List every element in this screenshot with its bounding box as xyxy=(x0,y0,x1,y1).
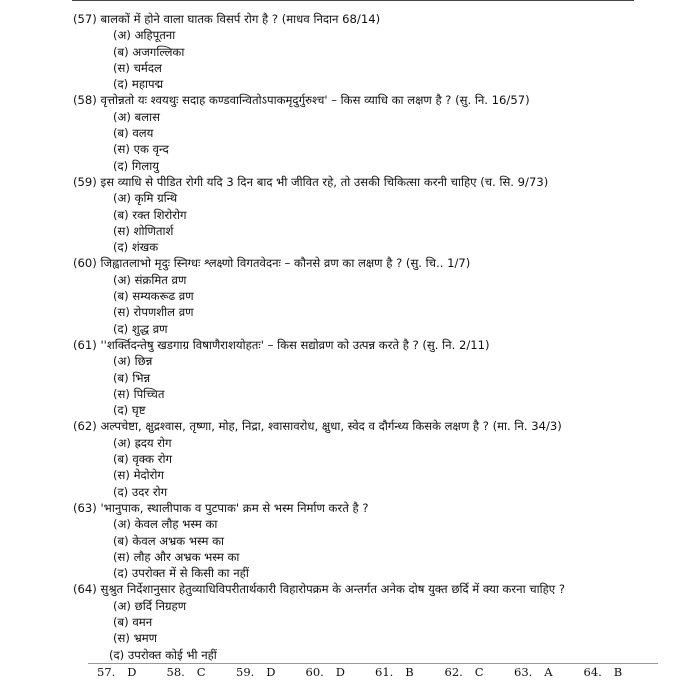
question-58 xyxy=(0,92,680,173)
option-c: (स) रोपणशील व्रण xyxy=(113,305,194,320)
answer-58: 58. C xyxy=(166,665,206,679)
option-b: (ब) भिन्न xyxy=(113,370,151,385)
question-62 xyxy=(0,418,680,499)
question-text: (59) इस व्याधि से पीडित रोगी यदि 3 दिन बाद भी जीवित रहे, तो उसकी चिकित्सा करनी चाहिए (च. सि. 9/73) xyxy=(73,174,549,189)
option-c: (स) भ्रमण xyxy=(113,631,158,646)
answer-61: 61. B xyxy=(375,665,414,679)
option-a: (अ) छिन्न xyxy=(113,354,153,369)
option-d: (द) महापद्म xyxy=(113,77,164,92)
top-rule xyxy=(72,0,634,1)
option-b: (ब) केवल अभ्रक भस्म का xyxy=(113,533,225,548)
option-b: (ब) सम्यकरूढ व्रण xyxy=(113,289,194,304)
option-c: (स) शोणितार्श xyxy=(113,223,174,238)
option-c: (स) पिच्चित xyxy=(113,386,165,401)
question-text: (57) बालकों में होने वाला घातक विसर्प रोग है ? (माधव निदान 68/14) xyxy=(73,12,381,26)
option-d: (द) उपरोक्त में से किसी का नहीं xyxy=(113,566,249,581)
question-text: (60) जिह्वातलाभो मृदुः स्निग्धः श्लक्ष्णो विगतवेदनः – कौनसे व्रण का लक्षण है ? (सु. चि.. 1/7) xyxy=(73,256,471,271)
answer-64: 64. B xyxy=(583,665,623,679)
question-text: (61) ''शर्क्तिदन्तेषु खडगाग्र विषाणैराशयोहतः' – किस सद्योव्रण को उत्पन्न करते है ? (सु. नि. 2/11) xyxy=(73,337,490,352)
answer-62: 62. C xyxy=(444,665,484,679)
option-b: (ब) रक्त शिरोरोग xyxy=(113,207,187,222)
option-c: (स) चर्मदल xyxy=(113,60,162,75)
option-d: (द) शुद्ध व्रण xyxy=(113,321,168,336)
question-63 xyxy=(0,500,680,581)
question-text: (63) 'भानुपाक, स्थालीपाक व पुटपाक' क्रम से भस्म निर्माण करते है ? xyxy=(73,500,369,515)
answer-key xyxy=(97,665,657,681)
option-b: (ब) वृक्क रोग xyxy=(113,452,172,467)
option-d: (द) उदर रोग xyxy=(113,484,168,499)
answer-60: 60. D xyxy=(305,665,346,679)
option-d: (द) गिलायु xyxy=(113,158,160,173)
question-list xyxy=(0,11,680,663)
option-b: (ब) अजगल्लिका xyxy=(113,44,185,59)
option-a: (अ) बलास xyxy=(113,109,160,124)
question-60 xyxy=(0,255,680,336)
question-text: (62) अल्पचेष्टा, क्षुद्रश्वास, तृष्णा, मोह, निद्रा, श्वासावरोध, क्षुधा, स्वेद व दौर्गन्ध्य किसके लक्षण है ? (मा. नि. 34/3) xyxy=(73,419,562,434)
option-c: (स) मेदोरोग xyxy=(113,468,164,483)
question-61 xyxy=(0,337,680,418)
option-c: (स) लौह और अभ्रक भस्म का xyxy=(113,549,240,564)
question-59 xyxy=(0,174,680,255)
option-c: (स) एक वृन्द xyxy=(113,142,169,157)
question-text: (64) सुश्रुत निर्देशानुसार हेतुव्याधिविपरीतार्थकारी विहारोपक्रम के अन्तर्गत अनेक दोष युक्त छर्दि में क्या करना चाहिए ? xyxy=(73,582,566,597)
option-a: (अ) ह्रदय रोग xyxy=(113,435,172,450)
option-d: (द) घृष्ट xyxy=(113,403,146,418)
question-text: (58) वृत्तोन्नतो यः श्वयथुः सदाह कण्डवान्वितोऽपाकमृदुर्गुरुश्च' – किस व्याधि का लक्षण है ? (सु. नि. 16/57) xyxy=(73,93,530,108)
option-a: (अ) संक्रमित व्रण xyxy=(113,272,187,287)
option-d: (द) शंखक xyxy=(113,240,159,255)
option-b: (ब) वलय xyxy=(113,126,154,141)
question-57 xyxy=(0,11,680,92)
option-a: (अ) अहिपूतना xyxy=(113,28,176,43)
answer-key-rule xyxy=(88,663,658,664)
option-a: (अ) केवल लौह भस्म का xyxy=(113,517,218,532)
answer-57: 57. D xyxy=(97,665,137,679)
option-a: (अ) छर्दि निग्रहण xyxy=(113,598,187,613)
option-a: (अ) कृमि ग्रन्थि xyxy=(113,191,178,206)
option-d: (द) उपरोक्त कोई भी नहीं xyxy=(109,647,217,662)
answer-59: 59. D xyxy=(236,665,276,679)
question-64 xyxy=(0,581,680,662)
answer-63: 63. A xyxy=(514,665,553,679)
option-b: (ब) वमन xyxy=(113,614,153,629)
